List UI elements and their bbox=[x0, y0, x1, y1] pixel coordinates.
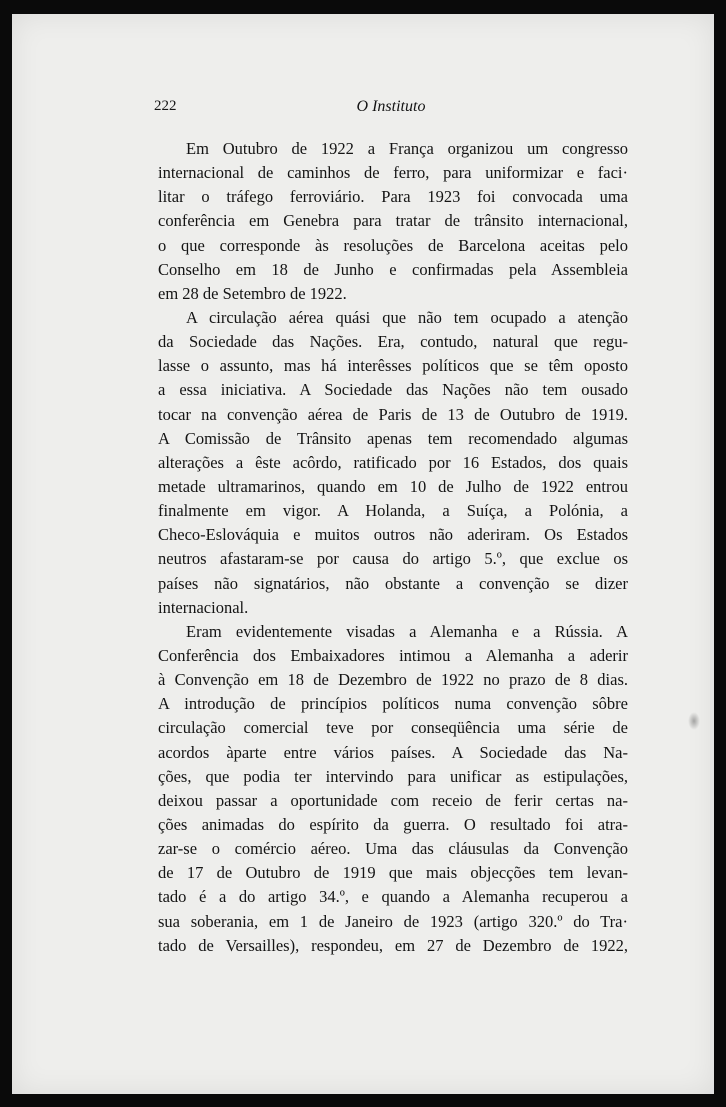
text-line: A circulação aérea quási que não tem ocupado a atenção bbox=[186, 307, 628, 327]
text-line: circulação comercial teve por conseqüência uma série de bbox=[158, 718, 628, 738]
text-line: tocar na convenção aérea de Paris de 13 de Outubro de 1919. bbox=[158, 404, 628, 424]
text-line: internacional de caminhos de ferro, para uniformizar e faci· bbox=[158, 163, 628, 183]
page-header bbox=[154, 98, 628, 122]
text-line: países não signatários, não obstante a convenção se dizer bbox=[158, 573, 628, 593]
text-line: tado é a do artigo 34.º, e quando a Alemanha recuperou a bbox=[158, 887, 628, 907]
text-line: Conferência dos Embaixadores intimou a Alemanha a aderir bbox=[158, 645, 628, 665]
text-line: a essa iniciativa. A Sociedade das Nações não tem ousado bbox=[158, 380, 628, 400]
running-title: O Instituto bbox=[356, 98, 426, 115]
text-line: alterações a êste acôrdo, ratificado por 16 Estados, dos quais bbox=[158, 452, 628, 472]
text-line: zar-se o comércio aéreo. Uma das cláusulas da Convenção bbox=[158, 839, 628, 859]
text-line: ções animadas do espírito da guerra. O resultado foi atra- bbox=[158, 814, 628, 834]
text-line: de 17 de Outubro de 1919 que mais objecções tem levan- bbox=[158, 863, 628, 883]
text-line: Em Outubro de 1922 a França organizou um congresso bbox=[186, 139, 628, 158]
book-page bbox=[12, 14, 714, 1094]
text-line: Conselho em 18 de Junho e confirmadas pela Assembleia bbox=[158, 259, 628, 279]
text-line: metade ultramarinos, quando em 10 de Julho de 1922 entrou bbox=[158, 476, 628, 496]
text-line: da Sociedade das Nações. Era, contudo, natural que regu- bbox=[158, 332, 628, 352]
text-line: litar o tráfego ferroviário. Para 1923 foi convocada uma bbox=[158, 187, 628, 207]
page-number: 222 bbox=[154, 98, 177, 114]
text-line: internacional. bbox=[158, 597, 249, 617]
text-line: em 28 de Setembro de 1922. bbox=[158, 283, 347, 303]
text-line: à Convenção em 18 de Dezembro de 1922 no prazo de 8 dias. bbox=[158, 670, 628, 690]
text-line: Checo-Eslováquia e muitos outros não aderiram. Os Estados bbox=[158, 525, 628, 545]
text-line: sua soberania, em 1 de Janeiro de 1923 (artigo 320.º do Tra· bbox=[158, 911, 628, 931]
text-line: deixou passar a oportunidade com receio de ferir certas na- bbox=[158, 790, 628, 810]
text-line: conferência em Genebra para tratar de trânsito internacional, bbox=[158, 211, 628, 231]
text-line: Eram evidentemente visadas a Alemanha e a Rússia. A bbox=[186, 621, 628, 641]
text-line: finalmente em vigor. A Holanda, a Suíça, a Polónia, a bbox=[158, 501, 628, 521]
text-line: neutros afastaram-se por causa do artigo 5.º, que exclue os bbox=[158, 549, 628, 569]
text-line: ções, que podia ter intervindo para unificar as estipulações, bbox=[158, 766, 628, 786]
text-line: tado de Versailles), respondeu, em 27 de Dezembro de 1922, bbox=[158, 935, 628, 955]
text-line: acordos àparte entre vários países. A Sociedade das Na- bbox=[158, 742, 628, 762]
body-text bbox=[158, 137, 628, 958]
text-line: A Comissão de Trânsito apenas tem recomendado algumas bbox=[158, 428, 628, 448]
text-line: lasse o assunto, mas há interêsses políticos que se têm oposto bbox=[158, 356, 628, 376]
ink-smudge bbox=[688, 712, 700, 730]
text-line: A introdução de princípios políticos numa convenção sôbre bbox=[158, 694, 628, 714]
text-line: o que corresponde às resoluções de Barcelona aceitas pelo bbox=[158, 235, 628, 255]
